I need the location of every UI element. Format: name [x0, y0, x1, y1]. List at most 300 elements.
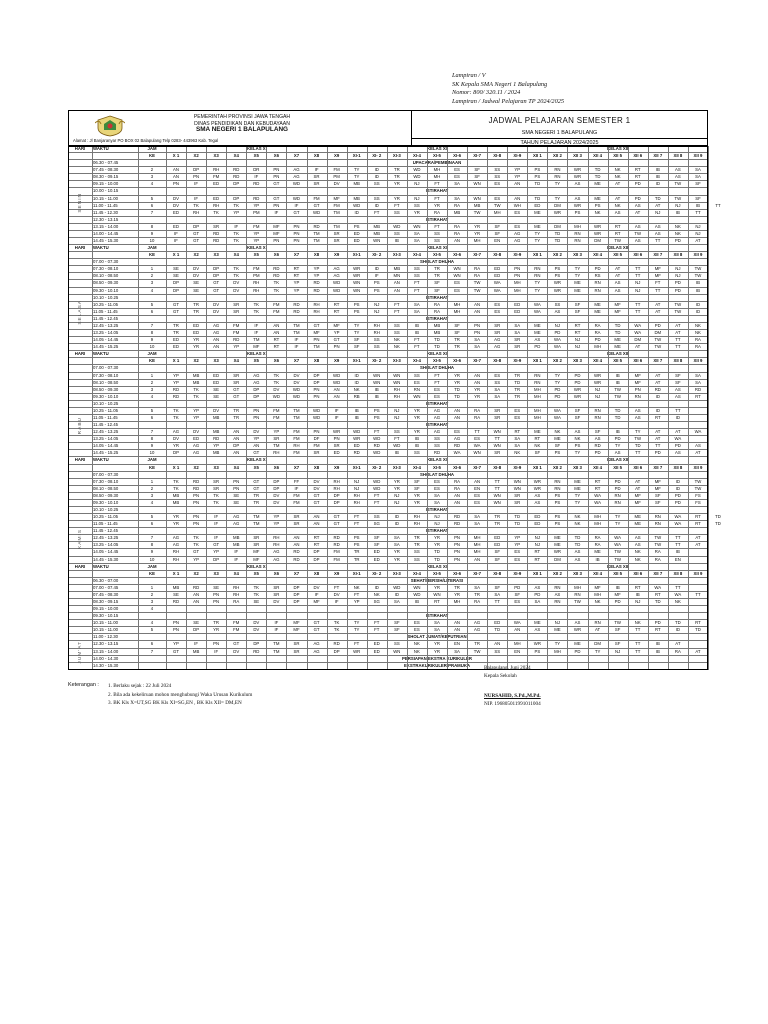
subject-cell: TW: [674, 301, 682, 307]
subject-cell: SS: [373, 344, 380, 350]
subject-cell: RS: [594, 273, 601, 279]
subject-cell: YP: [514, 542, 521, 548]
subject-cell: AS: [634, 542, 641, 548]
period-cell: 1: [150, 584, 154, 590]
subject-cell: PN: [514, 273, 521, 279]
subject-cell: AG: [333, 273, 340, 279]
subject-cell: WR: [593, 372, 602, 378]
schedule-year: TAHUN PELAJARAN 2024/2025: [412, 138, 707, 146]
subject-cell: RN: [654, 514, 661, 520]
subject-cell: RA: [694, 344, 701, 350]
subject-cell: AT: [655, 301, 661, 307]
subject-cell: SS: [373, 337, 380, 343]
subject-cell: FM: [313, 195, 320, 201]
subject-cell: WN: [453, 266, 461, 272]
subject-cell: RH: [313, 308, 320, 314]
subject-cell: GT: [313, 202, 320, 208]
subject-cell: TD: [614, 414, 621, 420]
subject-cell: ID: [675, 478, 681, 484]
subject-cell: NJ: [675, 202, 681, 208]
subject-cell: SR: [514, 499, 521, 505]
subject-cell: TK: [193, 542, 199, 548]
subject-cell: DV: [333, 591, 340, 597]
subject-cell: FT: [374, 499, 380, 505]
subject-cell: SR: [333, 238, 340, 244]
subject-cell: ED: [193, 330, 200, 336]
subject-cell: PD: [574, 372, 581, 378]
subject-cell: AT: [675, 641, 681, 647]
time-cell: 14.45 - 15.25: [93, 344, 119, 350]
class-header: X9: [333, 153, 340, 159]
time-cell: 08.30 - 09.15: [93, 599, 119, 604]
subject-cell: FT: [434, 195, 440, 201]
subject-cell: ES: [434, 485, 440, 491]
subject-cell: AT: [615, 266, 621, 272]
subject-cell: PD: [654, 620, 661, 626]
subject-cell: YR: [393, 556, 400, 562]
subject-cell: SA: [434, 627, 440, 633]
subject-cell: ES: [514, 414, 521, 420]
subject-cell: MB: [192, 648, 200, 654]
schedule-title-box: [412, 110, 708, 146]
subject-cell: MF: [313, 330, 320, 336]
subject-cell: ME: [594, 181, 601, 187]
lampiran-line: Lampiran / Jadwal Pelajaran TP 2024/2025: [452, 97, 565, 105]
subject-cell: SS: [414, 372, 420, 378]
subject-cell: ID: [655, 407, 660, 413]
subject-cell: ED: [333, 450, 340, 456]
subject-cell: TW: [654, 542, 662, 548]
subject-cell: TK: [173, 478, 179, 484]
subject-cell: RD: [594, 443, 601, 449]
subject-cell: DV: [193, 266, 200, 272]
subject-cell: MH: [534, 393, 541, 399]
subject-cell: AG: [433, 407, 441, 413]
subject-cell: IF: [334, 407, 339, 413]
period-cell: 2: [150, 167, 154, 173]
subject-cell: FT: [394, 436, 400, 442]
subject-cell: AG: [333, 266, 340, 272]
subject-cell: IF: [274, 209, 279, 215]
subject-cell: NK: [614, 174, 621, 180]
subject-cell: TW: [654, 337, 662, 343]
class-header: XI-9: [513, 570, 522, 576]
subject-cell: NJ: [534, 535, 540, 541]
period-cell: 3: [150, 280, 154, 286]
subject-cell: PM: [253, 209, 260, 215]
subject-cell: PS: [373, 280, 380, 286]
subject-cell: RN: [614, 499, 621, 505]
subject-cell: FM: [253, 266, 260, 272]
lampiran-line: Nomor: 800/ 320.11 / 2024: [452, 89, 521, 97]
time-cell: 11.45 - 12.45: [93, 528, 119, 534]
break-label: ISTIRAHAT: [425, 315, 449, 321]
school-address: Alamat : Jl Banjaranyar PO BOX 02 Balapulang Telp 0283- 443963 Kab. Tegal: [73, 138, 219, 143]
subject-cell: IB: [615, 429, 620, 435]
time-cell: 12.30 - 13.15: [93, 216, 119, 222]
subject-cell: ME: [594, 549, 601, 555]
break-label: PERSIAPAN EKSTRA KURIKULER: [402, 655, 472, 661]
subject-cell: YP: [353, 599, 360, 604]
subject-cell: RH: [393, 386, 400, 392]
subject-cell: TK: [193, 202, 199, 208]
class-header: XI-8: [493, 570, 502, 576]
period-cell: 2: [150, 485, 154, 491]
period-cell: 9: [150, 549, 154, 555]
subject-cell: FS: [695, 499, 701, 505]
subject-cell: RT: [634, 167, 641, 173]
subject-cell: AN: [173, 174, 180, 180]
subject-cell: ED: [193, 322, 200, 328]
class-header: XII 5: [613, 153, 623, 159]
class-header: X4: [233, 358, 239, 364]
subject-cell: ES: [434, 478, 440, 484]
subject-cell: ID: [675, 414, 681, 420]
class-header: XI-8: [493, 252, 502, 258]
subject-cell: SF: [695, 195, 701, 201]
lampiran-block: [452, 72, 564, 106]
jam-label: JAM: [147, 146, 157, 151]
subject-cell: RA: [594, 542, 601, 548]
period-cell: 8: [150, 436, 154, 442]
subject-cell: WR: [553, 280, 562, 286]
subject-cell: PN: [253, 414, 260, 420]
class-header: XI-3: [392, 252, 401, 258]
subject-cell: PD: [554, 330, 561, 336]
subject-cell: YR: [413, 429, 420, 435]
subject-cell: WN: [473, 195, 481, 201]
class-header: X3: [213, 570, 219, 576]
subject-cell: DP: [333, 499, 340, 505]
subject-cell: IB: [414, 443, 419, 449]
subject-cell: RA: [594, 330, 601, 336]
subject-cell: SF: [554, 443, 561, 449]
subject-cell: TK: [333, 627, 340, 633]
subject-cell: SR: [313, 450, 320, 456]
kelas-group-label: KELAS XII: [607, 563, 629, 569]
subject-cell: RT: [574, 330, 581, 336]
subject-cell: MB: [212, 450, 220, 456]
subject-cell: WA: [654, 584, 662, 590]
class-header: XI-3: [392, 570, 401, 576]
class-header: XI-6: [453, 153, 461, 159]
subject-cell: NK: [353, 584, 360, 590]
subject-cell: ME: [554, 436, 561, 442]
subject-cell: AG: [494, 344, 501, 350]
subject-cell: RD: [233, 337, 240, 343]
table-frame: [68, 146, 708, 670]
subject-cell: SS: [393, 322, 400, 328]
subject-cell: SR: [213, 485, 220, 491]
subject-cell: TK: [273, 287, 280, 293]
subject-cell: FT: [354, 591, 360, 597]
subject-cell: AS: [574, 429, 581, 435]
subject-cell: RT: [534, 549, 541, 555]
subject-cell: MF: [293, 620, 300, 626]
subject-cell: MF: [634, 372, 641, 378]
subject-cell: SR: [333, 443, 340, 449]
subject-cell: MF: [333, 195, 340, 201]
class-header: XII 3: [573, 570, 582, 576]
kelas-group-label: KELAS X: [247, 245, 266, 251]
schedule-table: [68, 146, 721, 670]
subject-cell: TY: [353, 620, 360, 626]
subject-cell: YR: [393, 549, 400, 555]
subject-cell: IB: [695, 280, 700, 286]
subject-cell: DV: [173, 202, 180, 208]
subject-cell: MF: [253, 344, 260, 350]
class-header: X9: [333, 570, 340, 576]
subject-cell: SR: [494, 330, 501, 336]
subject-cell: FM: [293, 499, 300, 505]
subject-cell: MH: [534, 407, 541, 413]
class-header: XI-5: [433, 570, 441, 576]
subject-cell: SA: [474, 344, 480, 350]
class-header: X 1: [172, 570, 180, 576]
subject-cell: PN: [213, 591, 220, 597]
subject-cell: TT: [635, 627, 641, 633]
subject-cell: ID: [354, 209, 359, 215]
subject-cell: PN: [173, 181, 180, 187]
period-cell: 1: [150, 266, 154, 272]
class-header: X8: [313, 252, 320, 258]
class-header: XI-8: [493, 153, 502, 159]
subject-cell: FT: [374, 620, 380, 626]
subject-cell: IF: [294, 202, 299, 208]
subject-cell: RN: [594, 280, 601, 286]
subject-cell: IF: [234, 223, 239, 229]
subject-cell: TW: [674, 308, 682, 314]
subject-cell: TD: [634, 443, 641, 449]
subject-cell: SS: [414, 556, 420, 562]
subject-cell: SF: [494, 223, 500, 229]
subject-cell: TM: [273, 641, 280, 647]
subject-cell: SE: [173, 591, 179, 597]
subject-cell: TK: [213, 209, 219, 215]
subject-cell: RA: [474, 414, 481, 420]
subject-cell: MB: [473, 202, 481, 208]
time-cell: 09.30 - 10.15: [93, 613, 119, 619]
subject-cell: AT: [675, 429, 681, 435]
subject-cell: TR: [253, 499, 260, 505]
subject-cell: RT: [695, 393, 701, 399]
subject-cell: PS: [373, 407, 380, 413]
subject-cell: ME: [554, 535, 561, 541]
class-header: X2: [193, 153, 199, 159]
subject-cell: TT: [715, 202, 721, 208]
subject-cell: RD: [233, 167, 240, 173]
subject-cell: FT: [434, 223, 440, 229]
subject-cell: IB: [414, 322, 419, 328]
subject-cell: SE: [173, 266, 179, 272]
subject-cell: RD: [654, 386, 661, 392]
subject-cell: NJ: [434, 521, 440, 527]
subject-cell: RD: [233, 174, 240, 180]
subject-cell: PN: [514, 266, 521, 272]
subject-cell: ME: [534, 330, 541, 336]
subject-cell: ME: [614, 344, 621, 350]
subject-cell: TK: [273, 280, 280, 286]
subject-cell: AT: [695, 648, 701, 654]
subject-cell: NJ: [574, 344, 581, 350]
subject-cell: PS: [353, 301, 360, 307]
subject-cell: WA: [634, 330, 642, 336]
class-header: X9: [333, 358, 340, 364]
ke-label: KE: [149, 252, 155, 258]
subject-cell: ME: [534, 620, 541, 626]
subject-cell: AS: [654, 223, 661, 229]
subject-cell: FM: [233, 330, 240, 336]
subject-cell: ED: [373, 641, 380, 647]
subject-cell: IF: [214, 521, 219, 527]
subject-cell: RT: [594, 485, 601, 491]
subject-cell: NJ: [594, 393, 601, 399]
subject-cell: SR: [494, 450, 501, 456]
class-header: XII 1: [532, 358, 542, 364]
subject-cell: NJ: [394, 492, 400, 498]
notes-list: [108, 682, 252, 708]
subject-cell: AS: [675, 450, 681, 456]
subject-cell: FM: [273, 414, 280, 420]
period-cell: 2: [150, 379, 154, 385]
subject-cell: SF: [414, 485, 420, 491]
subject-cell: TD: [534, 195, 541, 201]
subject-cell: AS: [554, 591, 561, 597]
period-cell: 9: [150, 230, 154, 236]
subject-cell: TT: [655, 238, 661, 244]
subject-cell: RH: [233, 584, 240, 590]
subject-cell: PD: [654, 450, 661, 456]
subject-cell: TR: [173, 330, 179, 336]
lampiran-line: Lampiran / V: [452, 72, 486, 79]
subject-cell: WD: [353, 202, 361, 208]
waktu-label: WAKTU: [93, 457, 109, 463]
time-cell: 08.50 - 09.30: [93, 492, 119, 498]
subject-cell: TM: [333, 209, 340, 215]
subject-cell: RT: [634, 174, 641, 180]
subject-cell: SS: [393, 330, 400, 336]
subject-cell: ID: [675, 485, 681, 491]
subject-cell: DV: [193, 429, 200, 435]
subject-cell: SA: [414, 301, 420, 307]
subject-cell: YR: [433, 542, 440, 548]
time-cell: 14.05 - 14.45: [93, 443, 119, 449]
class-header: XI-5: [433, 252, 441, 258]
subject-cell: PN: [193, 174, 200, 180]
subject-cell: TR: [514, 386, 521, 392]
subject-cell: RD: [172, 393, 180, 399]
subject-cell: WN: [473, 450, 481, 456]
subject-cell: TM: [313, 238, 320, 244]
subject-cell: AT: [655, 308, 661, 314]
subject-cell: PD: [594, 450, 601, 456]
subject-cell: SE: [193, 620, 199, 626]
subject-cell: DV: [253, 429, 260, 435]
subject-cell: ED: [373, 648, 380, 654]
subject-cell: WA: [674, 521, 682, 527]
class-header: XI-9: [513, 153, 522, 159]
time-cell: 07.30 - 08.10: [93, 372, 119, 378]
class-header: XII 9: [693, 464, 703, 470]
subject-cell: DV: [173, 436, 180, 442]
subject-cell: RD: [433, 450, 441, 456]
subject-cell: IB: [615, 379, 620, 385]
subject-cell: WD: [373, 478, 381, 484]
subject-cell: AS: [574, 549, 581, 555]
subject-cell: DV: [273, 386, 280, 392]
subject-cell: ES: [434, 386, 440, 392]
subject-cell: DV: [233, 648, 240, 654]
class-header: X5: [253, 252, 259, 258]
subject-cell: TD: [614, 407, 621, 413]
subject-cell: RT: [313, 535, 320, 541]
subject-cell: AT: [615, 195, 621, 201]
subject-cell: RD: [172, 386, 180, 392]
subject-cell: ES: [514, 556, 521, 562]
break-label: UPACARA/PEMBINAAN: [412, 160, 462, 166]
subject-cell: RH: [273, 542, 280, 548]
subject-cell: FM: [273, 301, 280, 307]
subject-cell: DP: [313, 556, 320, 562]
subject-cell: PN: [173, 627, 180, 633]
subject-cell: AN: [393, 280, 400, 286]
subject-cell: PD: [574, 648, 581, 654]
subject-cell: YP: [253, 202, 260, 208]
subject-cell: RH: [373, 322, 380, 328]
subject-cell: DP: [233, 443, 240, 449]
subject-cell: WR: [573, 174, 582, 180]
subject-cell: RN: [534, 266, 541, 272]
subject-cell: PS: [574, 209, 581, 215]
subject-cell: DV: [173, 195, 180, 201]
subject-cell: MB: [192, 379, 200, 385]
subject-cell: IB: [414, 330, 419, 336]
subject-cell: RT: [293, 273, 300, 279]
subject-cell: YR: [433, 202, 440, 208]
class-header: XI-5: [433, 358, 441, 364]
subject-cell: FM: [333, 549, 340, 555]
subject-cell: AN: [313, 514, 320, 520]
subject-cell: ME: [534, 429, 541, 435]
subject-cell: MF: [654, 478, 661, 484]
subject-cell: WR: [553, 549, 562, 555]
period-cell: 6: [150, 414, 154, 420]
subject-cell: AG: [293, 167, 300, 173]
subject-cell: AS: [574, 195, 581, 201]
subject-cell: EN: [474, 485, 481, 491]
subject-cell: NJ: [534, 542, 540, 548]
subject-cell: DP: [313, 372, 320, 378]
subject-cell: RA: [454, 223, 461, 229]
subject-cell: PN: [313, 393, 320, 399]
subject-cell: AS: [534, 627, 541, 633]
subject-cell: NJ: [354, 478, 360, 484]
subject-cell: TY: [574, 492, 581, 498]
subject-cell: YR: [173, 514, 180, 520]
subject-cell: RA: [654, 549, 661, 555]
subject-cell: MH: [433, 174, 441, 180]
subject-cell: NK: [634, 556, 641, 562]
subject-cell: ID: [374, 167, 379, 173]
time-cell: 06.30 - 07.00: [93, 577, 119, 583]
subject-cell: RD: [213, 436, 220, 442]
subject-cell: ED: [534, 202, 541, 208]
subject-cell: TY: [574, 266, 581, 272]
subject-cell: RN: [554, 478, 561, 484]
subject-cell: SE: [213, 393, 220, 399]
period-cell: 7: [150, 535, 154, 541]
subject-cell: ME: [574, 485, 581, 491]
